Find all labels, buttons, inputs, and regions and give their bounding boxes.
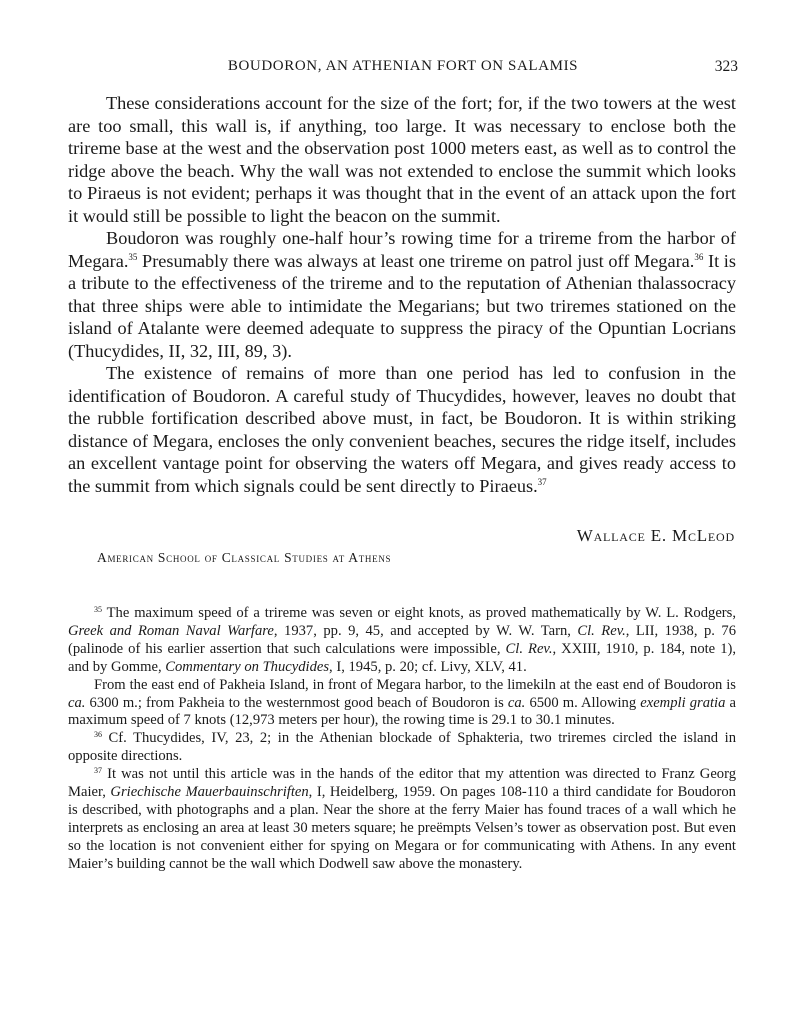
- footnote-ref-35[interactable]: 35: [128, 251, 138, 262]
- footnote-35-title-3: Cl. Rev.: [505, 640, 553, 657]
- footnote-35-title-4: Commentary on Thucydides: [165, 658, 330, 675]
- author-affiliation: American School of Classical Studies at Athens: [97, 550, 392, 565]
- footnote-35b-text-3: 6500 m. Allowing: [525, 694, 641, 711]
- footnote-35-text-5: , I, 1945, p. 20; cf. Livy, XLV, 41.: [329, 658, 527, 675]
- author-signature: Wallace E. McLeod: [576, 526, 735, 545]
- footnote-35-title-2: Cl. Rev.: [577, 622, 626, 639]
- footnote-35-text-2: , 1937, pp. 9, 45, and accepted by W. W. Tarn,: [273, 622, 578, 639]
- paragraph-2-part-b: Presumably there was always at least one trireme on patrol just off Megara.: [137, 250, 695, 271]
- footnote-37-text-2: , I, Heidelberg, 1959. On pages 108-110 a third candidate for Boudoron is described, with photographs and a plan. Near the shore at the ferry Maier has found traces of a wall which he interprets as enclosing an area at least 30 meters square; he preëmpts Velsen’s tower as observation post. But even so the location is not convenient either for spying on Megara or for communicating with Athens. In any event Maier’s building cannot be the wall which Dodwell saw above the monastery.: [68, 784, 736, 872]
- paragraph-3: [68, 362, 736, 497]
- footnote-35b-italic-1: ca.: [68, 694, 86, 711]
- footnotes: [68, 605, 736, 874]
- footnote-35b-text-2: 6300 m.; from Pakheia to the westernmost good beach of Boudoron is: [85, 694, 508, 711]
- footnote-37: [68, 766, 736, 873]
- footnote-35-title-1: Greek and Roman Naval Warfare: [68, 622, 274, 639]
- footnote-37-number: 37: [94, 766, 102, 776]
- footnote-35-text-1: The maximum speed of a trireme was seven or eight knots, as proved mathematically by W. L. Rodgers,: [102, 605, 736, 621]
- footnote-37-text-1: It was not until this article was in the hands of the editor that my attention was directed to Franz Georg Maier,: [68, 766, 736, 801]
- body-text: [68, 92, 736, 497]
- footnote-35-text-3: , LII, 1938, p. 76 (palinode of his earlier assertion that such calculations were impossible,: [68, 622, 736, 657]
- footnote-36-text: Cf. Thucydides, IV, 23, 2; in the Athenian blockade of Sphakteria, two triremes circled the island in opposite directions.: [68, 730, 736, 765]
- footnote-36-number: 36: [94, 730, 102, 740]
- paragraph-2: [68, 227, 736, 362]
- footnote-35b-text-1: From the east end of Pakheia Island, in front of Megara harbor, to the limekiln at the east end of Boudoron is: [94, 676, 736, 693]
- footnote-35-text-4: , XXIII, 1910, p. 184, note 1), and by Gomme,: [68, 640, 737, 675]
- running-head: [68, 58, 738, 80]
- footnote-35-continued: [68, 677, 736, 731]
- footnote-37-title-1: Griechische Mauerbauinschriften: [110, 784, 309, 801]
- paragraph-3-text: The existence of remains of more than one period has led to confusion in the identification of Boudoron. A careful study of Thucydides, however, leaves no doubt that the rubble fortification described above must, in fact, be Boudoron. It is within striking distance of Megara, encloses the only convenient beaches, secures the ridge itself, includes an excellent vantage point for observing the waters off Megara, and gives ready access to the summit from which signals could be sent directly to Piraeus.: [68, 363, 736, 496]
- footnote-35b-italic-2: ca.: [507, 694, 526, 711]
- footnote-ref-36[interactable]: 36: [694, 251, 704, 262]
- paragraph-1: These considerations account for the size of the fort; for, if the two towers at the west are too small, this wall is, if anything, too large. It was necessary to enclose both the trireme base at the west and the observation post 1000 meters east, as well as to control the ridge above the beach. Why the wall was not extended to enclose the summit which looks to Piraeus is not evident; perhaps it was thought that in the event of an attack upon the fort it would still be possible to light the beacon on the summit.: [68, 93, 736, 226]
- running-title: BOUDORON, AN ATHENIAN FORT ON SALAMIS: [227, 58, 579, 74]
- footnote-35-number: 35: [94, 605, 102, 614]
- footnote-35b-italic-3: exempli gratia: [640, 694, 726, 711]
- footnote-35b-text-4: a maximum speed of 7 knots (12,973 meters per hour), the rowing time is 29.1 to 30.1 minutes.: [68, 694, 736, 729]
- footnote-ref-37[interactable]: 37: [537, 476, 547, 487]
- paragraph-2-part-a: Boudoron was roughly one-half hour’s rowing time for a trireme from the harbor of Megara.: [68, 228, 736, 271]
- paragraph-2-part-c: It is a tribute to the effectiveness of the trireme and to the reputation of Athenian thalassocracy that three ships were able to intimidate the Megarians; but two triremes stationed on the island of Atalante were deemed adequate to suppress the piracy of the Opuntian Locrians (Thucydides, II, 32, III, 89, 3).: [68, 250, 736, 361]
- footnote-35: [68, 605, 736, 677]
- footnote-36: [68, 730, 736, 766]
- page-number: 323: [714, 58, 738, 75]
